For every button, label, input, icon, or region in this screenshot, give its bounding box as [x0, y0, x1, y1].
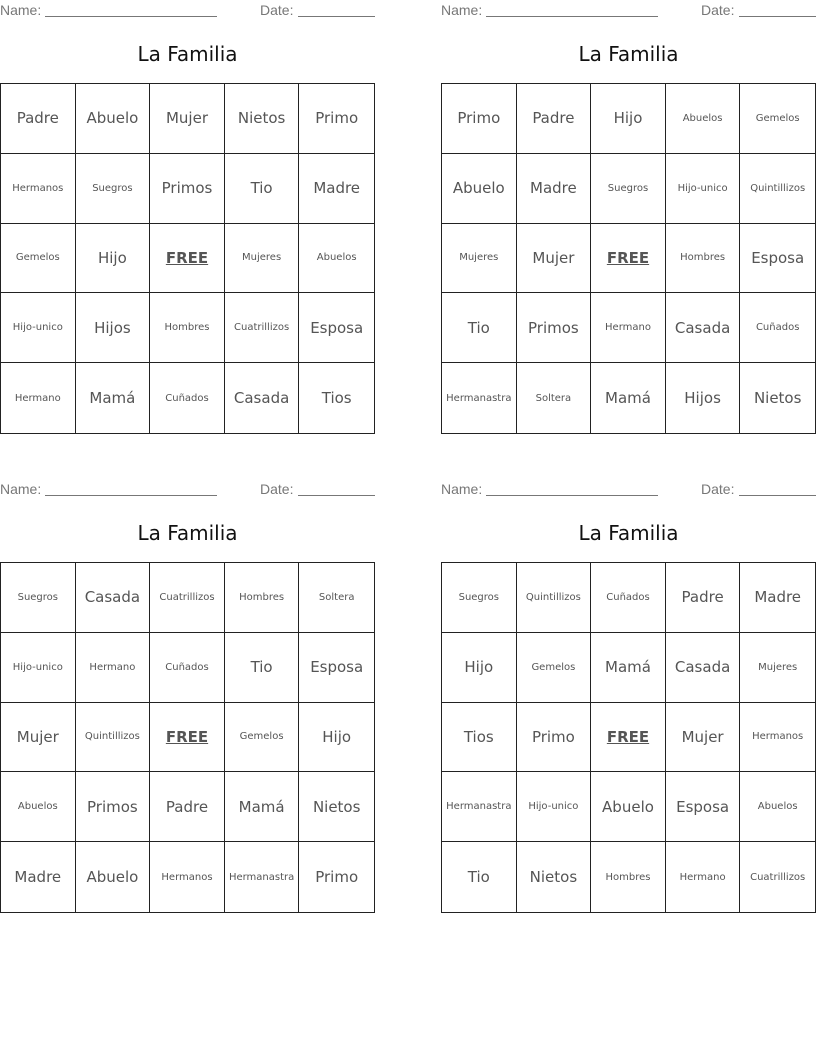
bingo-cell: Quintillizos — [76, 703, 151, 773]
bingo-cell: Hijo-unico — [1, 293, 76, 363]
bingo-cell: Hijos — [76, 293, 151, 363]
card-title: La Familia — [578, 521, 679, 545]
bingo-cell: Hijo-unico — [1, 633, 76, 703]
bingo-cell: Mujeres — [225, 224, 300, 294]
bingo-cell: Abuelos — [299, 224, 374, 294]
bingo-cell: Cuatrillizos — [150, 563, 225, 633]
bingo-card-1 — [0, 0, 375, 440]
bingo-cell: Cuatrillizos — [225, 293, 300, 363]
bingo-cell: Tio — [225, 154, 300, 224]
bingo-cell: Hermanos — [150, 842, 225, 912]
bingo-cell: Tio — [442, 842, 517, 912]
bingo-cell: Hijo — [591, 84, 666, 154]
date-line — [298, 495, 375, 496]
bingo-cell: Casada — [76, 563, 151, 633]
bingo-cell: Esposa — [299, 633, 374, 703]
bingo-cell: Hijos — [666, 363, 741, 433]
bingo-cell: Esposa — [740, 224, 815, 294]
bingo-cell: Primos — [150, 154, 225, 224]
bingo-cell: Tios — [321, 389, 352, 408]
bingo-cell: Padre — [1, 84, 76, 154]
bingo-cell: Hijo — [76, 224, 151, 294]
bingo-cell: Primo — [299, 84, 374, 154]
bingo-cell: Quintillizos — [517, 563, 592, 633]
bingo-cell: Suegros — [76, 154, 151, 224]
bingo-cell: Tios — [442, 703, 517, 773]
bingo-card-2 — [441, 0, 816, 440]
bingo-cell: Mamá — [76, 363, 151, 433]
bingo-cell: Cuatrillizos — [750, 871, 806, 883]
bingo-cell: Hermanos — [1, 154, 76, 224]
name-label: Name: — [441, 481, 483, 497]
bingo-grid — [0, 83, 375, 434]
bingo-cell: Suegros — [1, 563, 76, 633]
bingo-cell: Madre — [517, 154, 592, 224]
card-title: La Familia — [137, 521, 238, 545]
bingo-cell: Nietos — [753, 389, 802, 408]
free-space: FREE — [591, 224, 666, 294]
card-header — [0, 2, 375, 20]
bingo-cell: Cuñados — [740, 293, 815, 363]
bingo-cell: Abuelo — [591, 772, 666, 842]
name-label: Name: — [0, 2, 42, 18]
bingo-cell: Madre — [740, 563, 815, 633]
bingo-card-3 — [0, 479, 375, 919]
bingo-cell: Primos — [517, 293, 592, 363]
bingo-cell: Madre — [1, 842, 76, 912]
bingo-card-4 — [441, 479, 816, 919]
bingo-cell: Gemelos — [225, 703, 300, 773]
bingo-cell: Cuñados — [150, 633, 225, 703]
bingo-cell: Tio — [442, 293, 517, 363]
card-header — [441, 2, 816, 20]
bingo-cell: Abuelo — [76, 84, 151, 154]
bingo-grid — [0, 562, 375, 913]
bingo-cell: Hombres — [150, 293, 225, 363]
bingo-cell: Gemelos — [1, 224, 76, 294]
free-space: FREE — [150, 224, 225, 294]
bingo-cell: Esposa — [299, 293, 374, 363]
bingo-grid — [441, 83, 816, 434]
bingo-cell: Quintillizos — [740, 154, 815, 224]
name-line — [486, 495, 658, 496]
bingo-cell: Hijo-unico — [666, 154, 741, 224]
bingo-cell: Hombres — [666, 224, 741, 294]
bingo-cell: Hermano — [76, 633, 151, 703]
bingo-cell: Mujer — [1, 703, 76, 773]
bingo-cell: Mamá — [225, 772, 300, 842]
bingo-cell: Cuñados — [591, 563, 666, 633]
bingo-cell: Padre — [517, 84, 592, 154]
bingo-cell: Padre — [150, 772, 225, 842]
bingo-cell: Abuelos — [666, 84, 741, 154]
date-label: Date: — [701, 2, 735, 18]
bingo-cell: Gemelos — [517, 633, 592, 703]
bingo-cell: Nietos — [299, 772, 374, 842]
bingo-cell: Hombres — [225, 563, 300, 633]
bingo-cell: Mujer — [150, 84, 225, 154]
bingo-cell: Casada — [666, 293, 741, 363]
bingo-cell: Casada — [666, 633, 741, 703]
bingo-cell: Hombres — [591, 842, 666, 912]
name-line — [45, 495, 217, 496]
name-line — [486, 16, 658, 17]
bingo-cell: Mujeres — [442, 224, 517, 294]
bingo-cell: Hermano — [591, 293, 666, 363]
bingo-cell: Hijo-unico — [517, 772, 592, 842]
bingo-cell: Hermanastra — [442, 363, 517, 433]
free-space: FREE — [591, 703, 666, 773]
bingo-cell: Abuelo — [442, 154, 517, 224]
bingo-cell: Cuñados — [150, 363, 225, 433]
card-title: La Familia — [137, 42, 238, 66]
bingo-cell: Mujer — [517, 224, 592, 294]
bingo-cell: Tio — [225, 633, 300, 703]
bingo-cell: Hermanastra — [225, 842, 300, 912]
bingo-cell: Mujeres — [740, 633, 815, 703]
bingo-cell: Hermano — [666, 842, 741, 912]
bingo-cell: Madre — [299, 154, 374, 224]
bingo-cell: Suegros — [442, 563, 517, 633]
bingo-cell: Hermanastra — [442, 772, 517, 842]
bingo-cell: Casada — [225, 363, 300, 433]
date-line — [739, 495, 816, 496]
bingo-cell: Abuelos — [1, 772, 76, 842]
bingo-cell: Padre — [666, 563, 741, 633]
bingo-cell: Soltera — [517, 363, 592, 433]
bingo-cell: Mamá — [591, 633, 666, 703]
date-line — [298, 16, 375, 17]
bingo-cell: Nietos — [225, 84, 300, 154]
bingo-cell: Hijo — [299, 703, 374, 773]
date-line — [739, 16, 816, 17]
bingo-cell: Nietos — [517, 842, 592, 912]
date-label: Date: — [260, 481, 294, 497]
bingo-cell: Primo — [442, 84, 517, 154]
bingo-cell: Primo — [517, 703, 592, 773]
name-label: Name: — [441, 2, 483, 18]
bingo-cell: Esposa — [666, 772, 741, 842]
bingo-cell: Hermano — [1, 363, 76, 433]
bingo-cell: Abuelo — [76, 842, 151, 912]
bingo-grid — [441, 562, 816, 913]
bingo-cell: Mamá — [591, 363, 666, 433]
bingo-cell: Mujer — [666, 703, 741, 773]
bingo-cell: Abuelos — [740, 772, 815, 842]
date-label: Date: — [701, 481, 735, 497]
bingo-cell: Suegros — [591, 154, 666, 224]
bingo-cell: Primo — [315, 868, 359, 887]
bingo-cell: Gemelos — [740, 84, 815, 154]
card-title: La Familia — [578, 42, 679, 66]
bingo-cell: Soltera — [299, 563, 374, 633]
card-header — [441, 481, 816, 499]
date-label: Date: — [260, 2, 294, 18]
bingo-cell: Hijo — [442, 633, 517, 703]
free-space: FREE — [150, 703, 225, 773]
bingo-cell: Primos — [76, 772, 151, 842]
name-line — [45, 16, 217, 17]
bingo-cell: Hermanos — [740, 703, 815, 773]
name-label: Name: — [0, 481, 42, 497]
card-header — [0, 481, 375, 499]
